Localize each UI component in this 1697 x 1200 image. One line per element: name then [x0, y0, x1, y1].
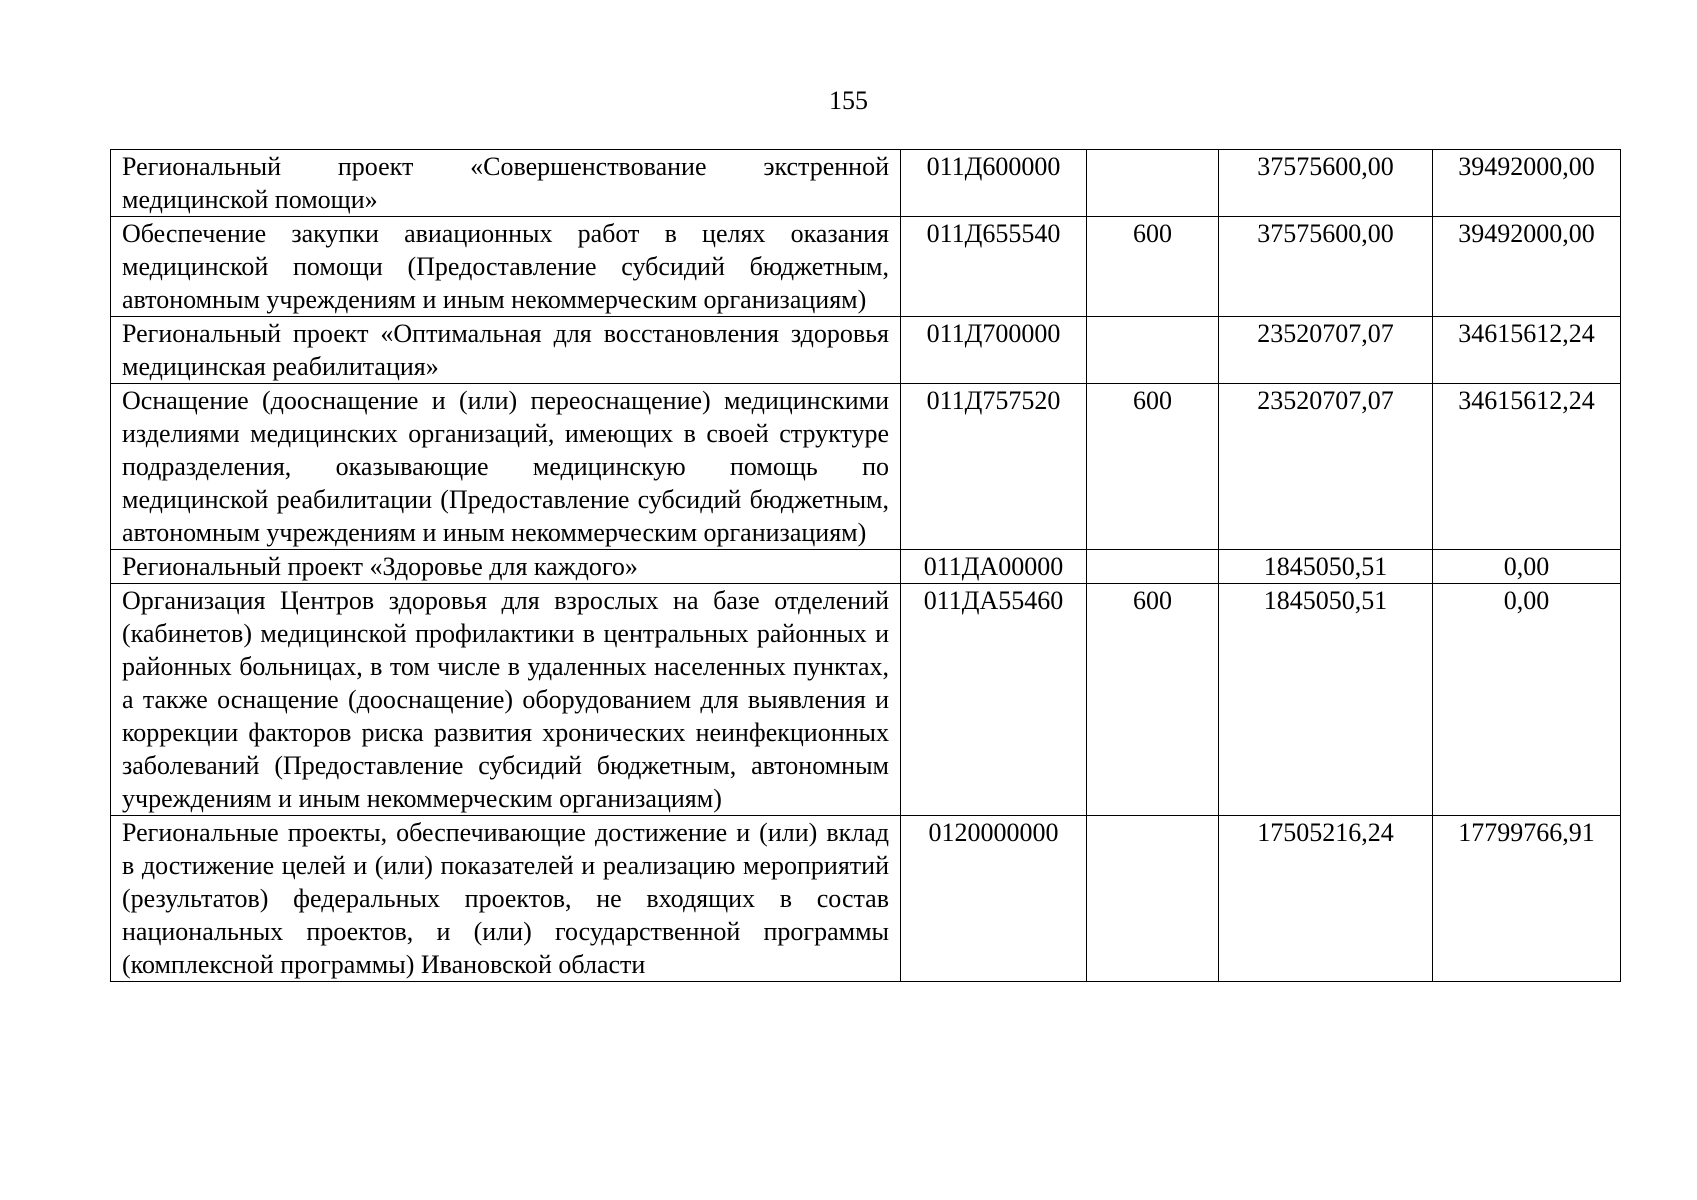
table-row [111, 317, 1621, 384]
row-expense-type-cell [1087, 317, 1219, 384]
row-code-cell: 011Д600000 [901, 150, 1087, 217]
row-expense-type-cell: 600 [1087, 384, 1219, 550]
row-year2-amount-cell: 34615612,24 [1433, 384, 1621, 550]
row-year2-amount-cell: 0,00 [1433, 550, 1621, 584]
row-name-cell: Региональные проекты, обеспечивающие достижение и (или) вклад в достижение целей и (или) показателей и реализацию мероприятий (результатов) федеральных проектов, не входящих в состав национальных проектов, и (или) государственной программы (комплексной программы) Ивановской области [111, 816, 901, 982]
row-expense-type-cell: 600 [1087, 584, 1219, 816]
row-year2-amount-cell: 39492000,00 [1433, 217, 1621, 317]
row-code-cell: 011Д700000 [901, 317, 1087, 384]
row-year1-amount-cell: 1845050,51 [1219, 550, 1433, 584]
row-name-cell: Оснащение (дооснащение и (или) переоснащение) медицинскими изделиями медицинских организаций, имеющих в своей структуре подразделения, оказывающие медицинскую помощь по медицинской реабилитации (Предоставление субсидий бюджетным, автономным учреждениям и иным некоммерческим организациям) [111, 384, 901, 550]
row-expense-type-cell [1087, 550, 1219, 584]
table-row [111, 550, 1621, 584]
row-code-cell: 011Д655540 [901, 217, 1087, 317]
row-expense-type-cell [1087, 150, 1219, 217]
table-row [111, 217, 1621, 317]
row-year1-amount-cell: 37575600,00 [1219, 217, 1433, 317]
budget-table-body [111, 150, 1621, 982]
row-code-cell: 011ДА55460 [901, 584, 1087, 816]
row-code-cell: 0120000000 [901, 816, 1087, 982]
row-name-cell: Обеспечение закупки авиационных работ в целях оказания медицинской помощи (Предоставление субсидий бюджетным, автономным учреждениям и иным некоммерческим организациям) [111, 217, 901, 317]
row-year1-amount-cell: 1845050,51 [1219, 584, 1433, 816]
row-name-cell: Организация Центров здоровья для взрослых на базе отделений (кабинетов) медицинской профилактики в центральных районных и районных больницах, в том числе в удаленных населенных пунктах, а также оснащение (дооснащение) оборудованием для выявления и коррекции факторов риска развития хронических неинфекционных заболеваний (Предоставление субсидий бюджетным, автономным учреждениям и иным некоммерческим организациям) [111, 584, 901, 816]
row-year1-amount-cell: 17505216,24 [1219, 816, 1433, 982]
page-number: 155 [829, 86, 868, 115]
row-year2-amount-cell: 17799766,91 [1433, 816, 1621, 982]
row-year1-amount-cell: 23520707,07 [1219, 317, 1433, 384]
budget-table [110, 149, 1621, 982]
row-expense-type-cell: 600 [1087, 217, 1219, 317]
row-name-cell: Региональный проект «Оптимальная для восстановления здоровья медицинская реабилитация» [111, 317, 901, 384]
table-row [111, 150, 1621, 217]
table-row [111, 384, 1621, 550]
row-code-cell: 011Д757520 [901, 384, 1087, 550]
row-name-cell: Региональный проект «Совершенствование экстренной медицинской помощи» [111, 150, 901, 217]
row-name-cell: Региональный проект «Здоровье для каждого» [111, 550, 901, 584]
row-year1-amount-cell: 37575600,00 [1219, 150, 1433, 217]
row-year1-amount-cell: 23520707,07 [1219, 384, 1433, 550]
table-row [111, 584, 1621, 816]
row-year2-amount-cell: 0,00 [1433, 584, 1621, 816]
row-year2-amount-cell: 34615612,24 [1433, 317, 1621, 384]
table-row [111, 816, 1621, 982]
row-expense-type-cell [1087, 816, 1219, 982]
row-year2-amount-cell: 39492000,00 [1433, 150, 1621, 217]
row-code-cell: 011ДА00000 [901, 550, 1087, 584]
